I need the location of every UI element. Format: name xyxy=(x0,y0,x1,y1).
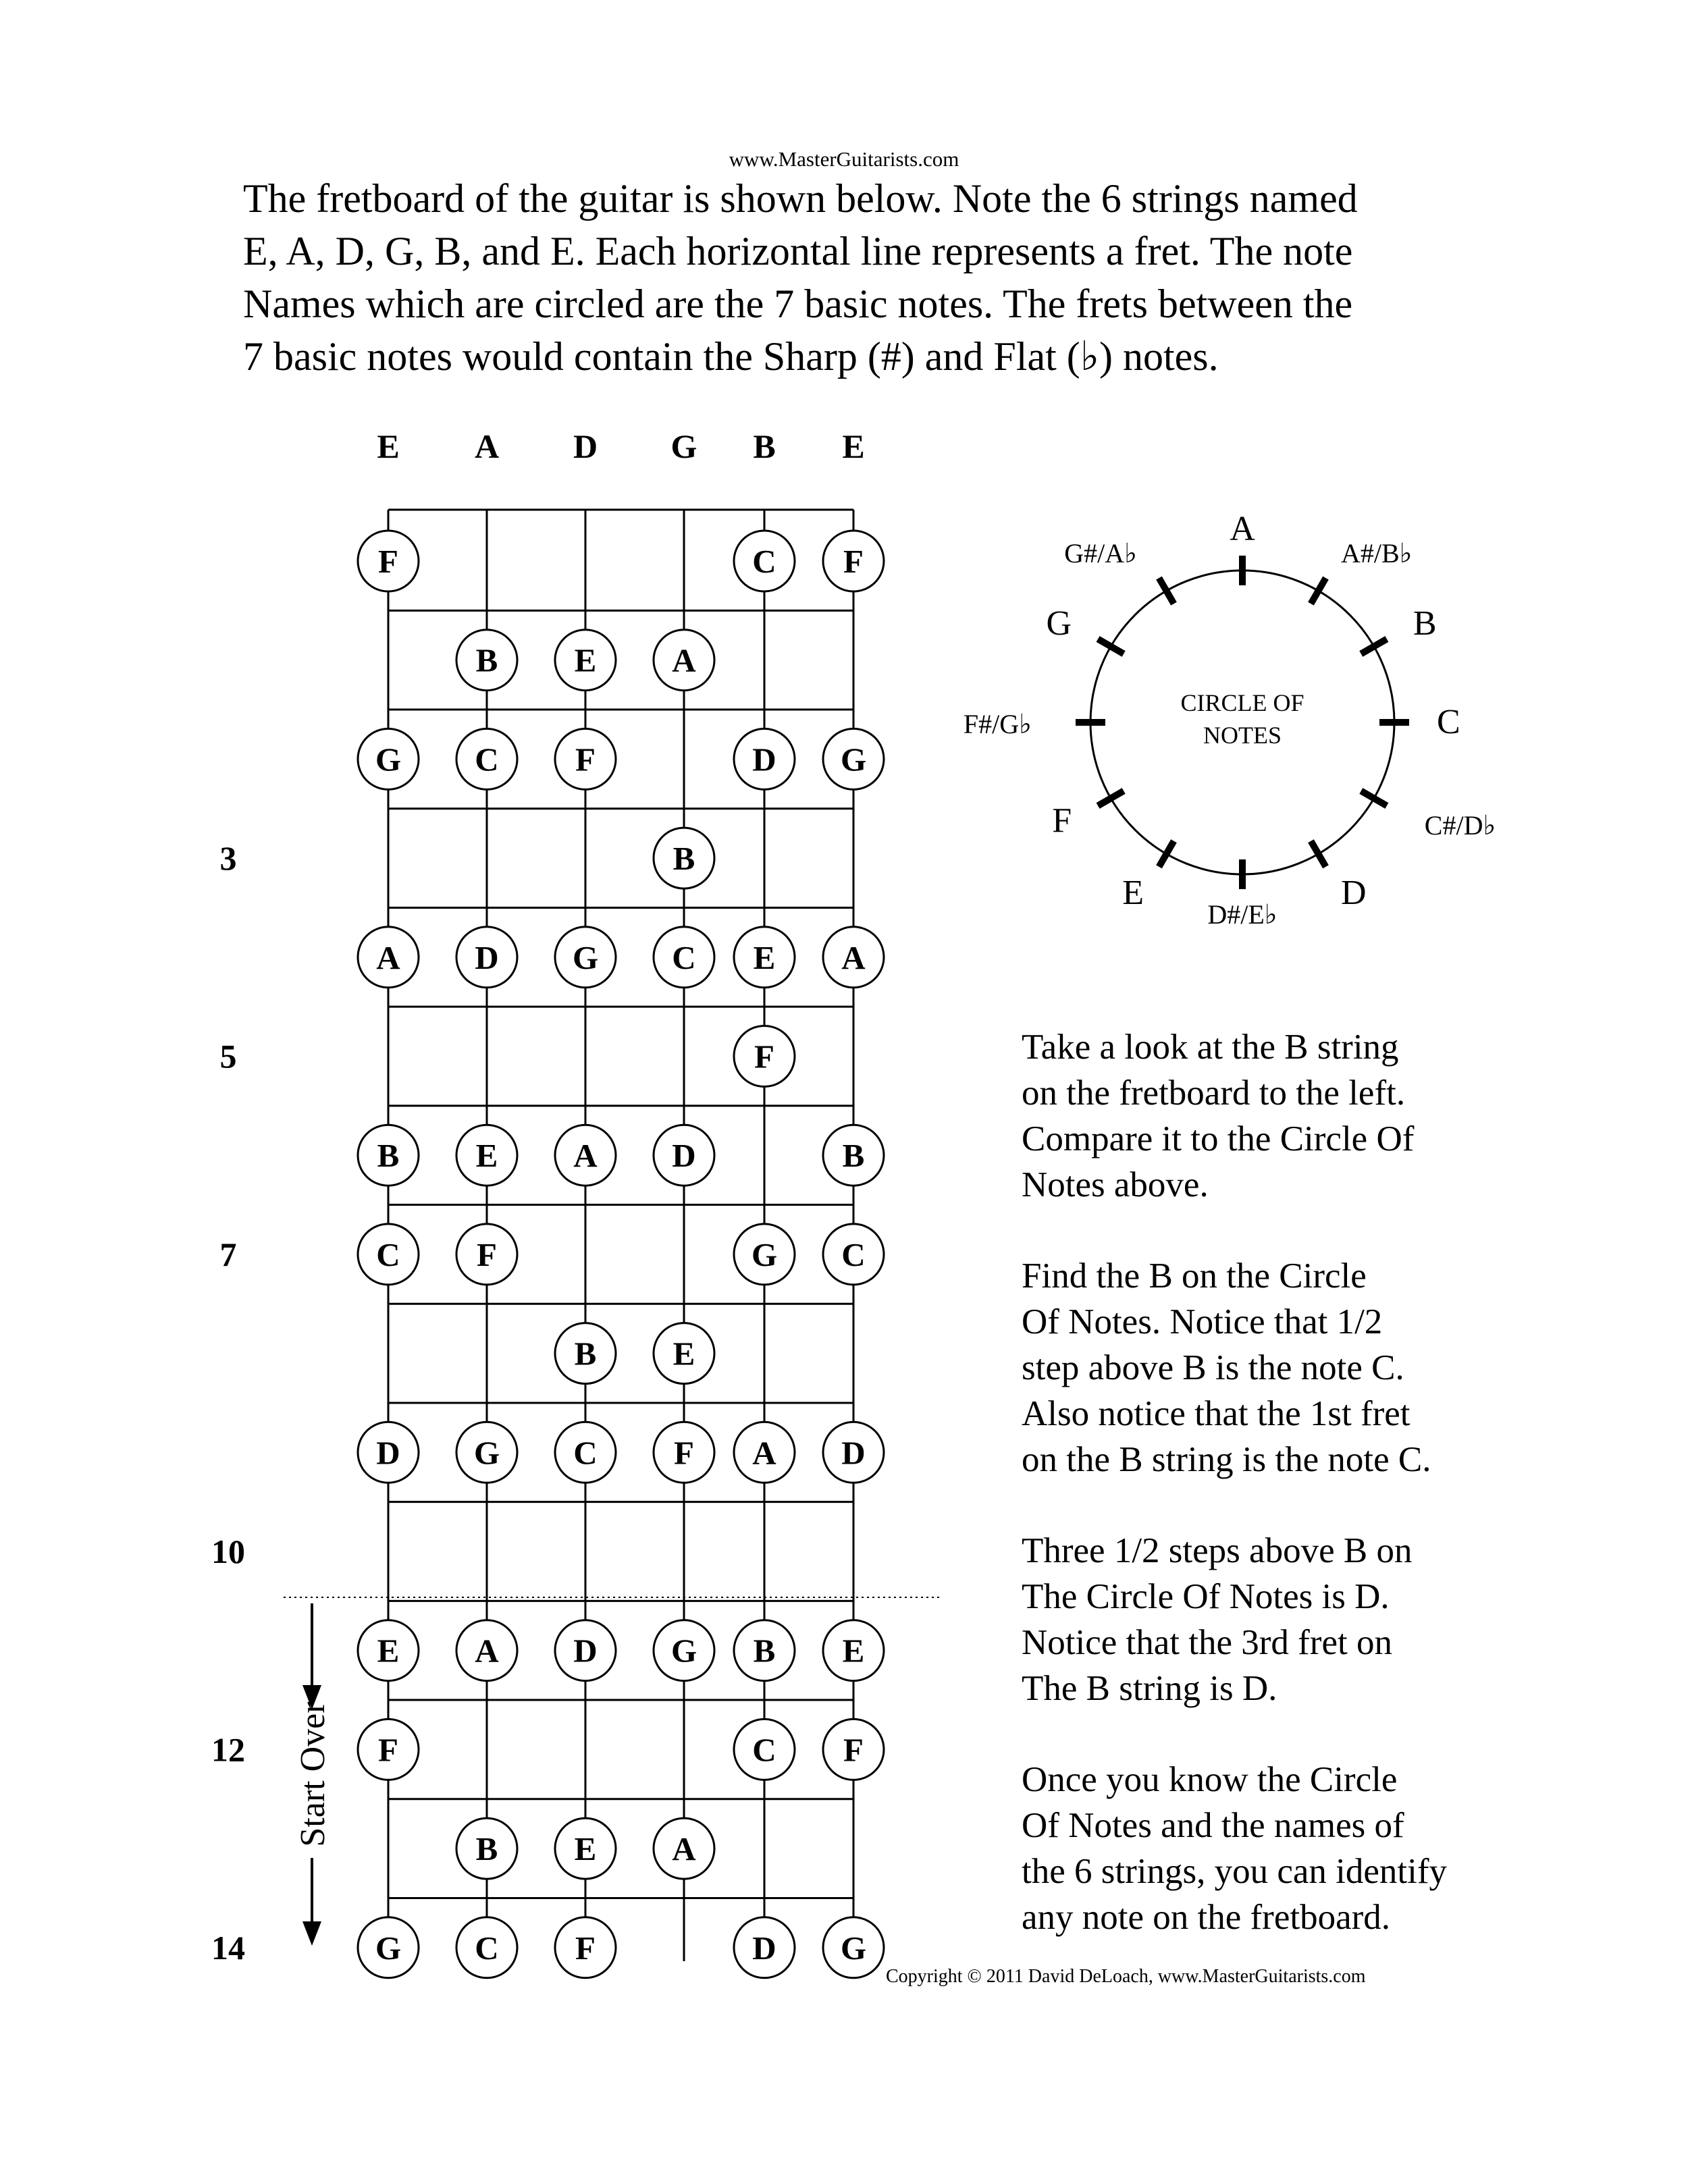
note-marker xyxy=(823,531,884,591)
note-label: C xyxy=(752,543,776,580)
note-label: B xyxy=(475,641,498,679)
note-label: B xyxy=(574,1335,597,1373)
intro-line: Names which are circled are the 7 basic notes. The frets between the xyxy=(243,282,1353,326)
note-marker xyxy=(555,728,616,789)
circle-note-label: D#/E♭ xyxy=(1207,899,1277,930)
note-marker xyxy=(555,1125,616,1186)
note-label: A xyxy=(376,938,400,976)
note-label: F xyxy=(378,1731,398,1769)
note-label: E xyxy=(377,1632,400,1670)
note-marker xyxy=(456,630,517,691)
note-label: A xyxy=(841,938,866,976)
note-marker xyxy=(358,1917,419,1978)
note-marker xyxy=(358,1422,419,1483)
note-marker xyxy=(456,1620,517,1681)
note-marker xyxy=(358,1620,419,1681)
note-label: F xyxy=(575,741,596,778)
note-label: B xyxy=(672,840,695,878)
circle-title: CIRCLE OF xyxy=(1180,689,1304,716)
note-label: E xyxy=(672,1335,695,1373)
fret-number: 14 xyxy=(211,1928,245,1967)
note-marker xyxy=(823,1422,884,1483)
note-label: C xyxy=(475,741,499,778)
note-label: F xyxy=(843,543,864,580)
circle-tick xyxy=(1159,841,1174,867)
note-label: B xyxy=(377,1137,400,1175)
note-label: G xyxy=(840,1929,867,1967)
explanation-line: Notice that the 3rd fret on xyxy=(1022,1623,1392,1662)
explanation-line: Take a look at the B string xyxy=(1022,1028,1399,1067)
note-marker xyxy=(823,1719,884,1780)
circle-note-label: F#/G♭ xyxy=(963,709,1032,739)
note-label: G xyxy=(375,741,402,778)
note-label: G xyxy=(473,1434,500,1472)
note-label: E xyxy=(753,938,776,976)
note-label: G xyxy=(840,741,867,778)
explanation-line: step above B is the note C. xyxy=(1022,1348,1404,1387)
note-marker xyxy=(555,1818,616,1879)
note-label: D xyxy=(841,1434,866,1472)
note-marker xyxy=(456,1422,517,1483)
note-label: F xyxy=(378,543,398,580)
explanation-line: on the B string is the note C. xyxy=(1022,1440,1431,1479)
note-label: A xyxy=(672,1830,696,1868)
note-marker xyxy=(654,927,714,988)
note-label: E xyxy=(574,1830,597,1868)
note-marker xyxy=(358,1125,419,1186)
note-marker xyxy=(456,927,517,988)
note-label: C xyxy=(475,1929,499,1967)
circle-note-label: B xyxy=(1413,604,1437,643)
circle-note-label: F xyxy=(1052,801,1072,840)
note-marker xyxy=(555,927,616,988)
intro-line: E, A, D, G, B, and E. Each horizontal line represents a fret. The note xyxy=(243,229,1353,273)
note-marker xyxy=(654,1818,714,1879)
note-marker xyxy=(654,1125,714,1186)
circle-title: NOTES xyxy=(1203,722,1282,749)
copyright-notice: Copyright © 2011 David DeLoach, www.MasterGuitarists.com xyxy=(886,1966,1366,1987)
string-label: G xyxy=(670,427,697,465)
note-marker xyxy=(555,1323,616,1384)
note-label: B xyxy=(842,1137,865,1175)
note-label: G xyxy=(751,1235,778,1273)
circle-tick xyxy=(1098,791,1124,806)
string-label: D xyxy=(573,427,598,465)
circle-note-label: E xyxy=(1122,873,1144,912)
note-marker xyxy=(823,1224,884,1285)
note-label: G xyxy=(375,1929,402,1967)
note-marker xyxy=(654,1422,714,1483)
note-marker xyxy=(358,728,419,789)
note-label: G xyxy=(670,1632,697,1670)
note-marker xyxy=(555,630,616,691)
note-marker xyxy=(823,1125,884,1186)
note-label: F xyxy=(674,1434,694,1472)
note-label: C xyxy=(376,1235,400,1273)
circle-tick xyxy=(1311,578,1326,604)
string-label: E xyxy=(842,427,865,465)
circle-of-notes xyxy=(964,510,1496,930)
fret-number: 7 xyxy=(219,1235,237,1273)
note-marker xyxy=(734,531,795,591)
circle-note-label: A#/B♭ xyxy=(1341,538,1413,569)
note-marker xyxy=(555,1620,616,1681)
string-label: E xyxy=(377,427,400,465)
fret-number: 5 xyxy=(219,1037,237,1075)
note-marker xyxy=(555,1917,616,1978)
circle-tick xyxy=(1098,639,1124,654)
note-label: F xyxy=(754,1038,774,1075)
circle-note-label: G xyxy=(1046,604,1072,643)
note-label: F xyxy=(843,1731,864,1769)
note-label: F xyxy=(575,1929,596,1967)
note-marker xyxy=(456,1125,517,1186)
note-marker xyxy=(734,1224,795,1285)
note-marker xyxy=(734,1917,795,1978)
note-label: A xyxy=(475,1632,499,1670)
note-label: B xyxy=(475,1830,498,1868)
note-marker xyxy=(734,1719,795,1780)
intro-line: The fretboard of the guitar is shown below. Note the 6 strings named xyxy=(243,176,1358,221)
explanation-line: any note on the fretboard. xyxy=(1022,1898,1390,1937)
fret-number: 12 xyxy=(211,1730,245,1769)
note-marker xyxy=(734,728,795,789)
note-marker xyxy=(823,1620,884,1681)
note-label: C xyxy=(841,1235,866,1273)
explanation-line: Of Notes and the names of xyxy=(1022,1806,1404,1845)
note-label: D xyxy=(475,938,499,976)
note-marker xyxy=(823,1917,884,1978)
note-label: D xyxy=(376,1434,400,1472)
note-marker xyxy=(555,1422,616,1483)
string-label: A xyxy=(474,427,500,465)
explanation-line: The B string is D. xyxy=(1022,1669,1277,1708)
explanation-line: Notes above. xyxy=(1022,1165,1209,1204)
fret-number: 3 xyxy=(219,839,237,878)
fret-number: 10 xyxy=(211,1533,245,1570)
note-label: C xyxy=(672,938,696,976)
note-marker xyxy=(823,927,884,988)
explanation-line: Of Notes. Notice that 1/2 xyxy=(1022,1302,1383,1341)
note-marker xyxy=(734,1620,795,1681)
circle-tick xyxy=(1311,841,1326,867)
explanation-line: Once you know the Circle xyxy=(1022,1760,1398,1799)
note-marker xyxy=(358,531,419,591)
down-arrow-icon xyxy=(302,1921,321,1946)
note-label: E xyxy=(842,1632,865,1670)
note-label: G xyxy=(572,938,599,976)
note-marker xyxy=(456,1818,517,1879)
note-marker xyxy=(358,1719,419,1780)
note-label: C xyxy=(752,1731,776,1769)
note-label: A xyxy=(752,1434,776,1472)
circle-tick xyxy=(1361,639,1387,654)
note-marker xyxy=(456,728,517,789)
string-label: B xyxy=(753,427,776,465)
note-marker xyxy=(734,927,795,988)
note-marker xyxy=(358,927,419,988)
circle-tick xyxy=(1159,578,1174,604)
note-marker xyxy=(654,828,714,888)
circle-note-label: A xyxy=(1230,510,1255,548)
note-label: D xyxy=(752,1929,776,1967)
note-marker xyxy=(456,1224,517,1285)
site-url: www.MasterGuitarists.com xyxy=(729,147,959,171)
note-marker xyxy=(358,1224,419,1285)
note-label: E xyxy=(574,641,597,679)
explanation-line: Three 1/2 steps above B on xyxy=(1022,1531,1413,1570)
explanation-line: on the fretboard to the left. xyxy=(1022,1073,1406,1113)
note-marker xyxy=(823,728,884,789)
start-over-label: Start Over xyxy=(294,1701,332,1847)
note-label: A xyxy=(672,641,696,679)
circle-note-label: D xyxy=(1341,873,1367,912)
explanation-line: The Circle Of Notes is D. xyxy=(1022,1577,1390,1616)
note-label: D xyxy=(573,1632,598,1670)
note-label: A xyxy=(573,1137,598,1175)
circle-note-label: C xyxy=(1437,703,1460,741)
note-marker xyxy=(734,1422,795,1483)
intro-line: 7 basic notes would contain the Sharp (#) and Flat (♭) notes. xyxy=(243,334,1219,379)
note-marker xyxy=(654,630,714,691)
note-marker xyxy=(734,1026,795,1087)
explanation-text xyxy=(1022,979,1447,1986)
note-label: F xyxy=(477,1235,497,1273)
explanation-line: Find the B on the Circle xyxy=(1022,1256,1367,1296)
note-label: D xyxy=(672,1137,696,1175)
explanation-line: the 6 strings, you can identify xyxy=(1022,1852,1447,1891)
circle-note-label: C#/D♭ xyxy=(1424,810,1496,841)
note-label: B xyxy=(753,1632,776,1670)
note-marker xyxy=(654,1323,714,1384)
note-label: C xyxy=(573,1434,598,1472)
explanation-line: Compare it to the Circle Of xyxy=(1022,1119,1415,1158)
note-label: D xyxy=(752,741,776,778)
note-marker xyxy=(654,1620,714,1681)
note-label: E xyxy=(475,1137,498,1175)
explanation-line: Also notice that the 1st fret xyxy=(1022,1394,1410,1433)
fretboard xyxy=(211,427,942,1978)
circle-note-label: G#/A♭ xyxy=(1064,538,1137,569)
circle-tick xyxy=(1361,791,1387,806)
note-marker xyxy=(456,1917,517,1978)
